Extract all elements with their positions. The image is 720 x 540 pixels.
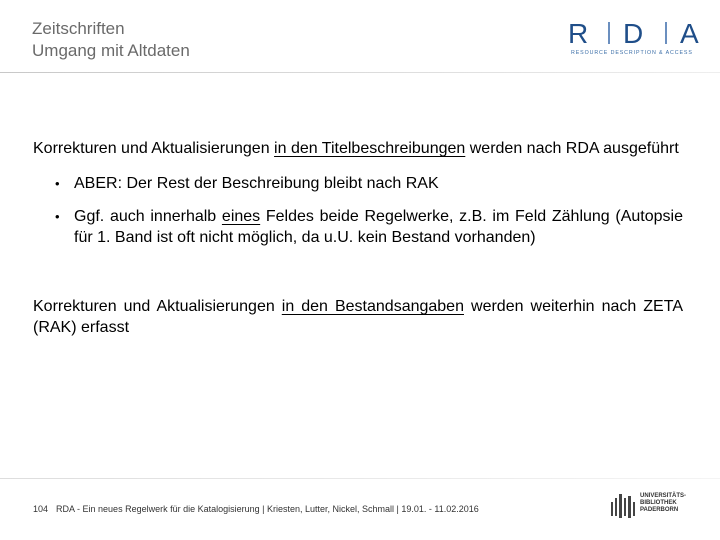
paragraph-2-text-a: Korrekturen und Aktualisierungen: [33, 298, 282, 315]
ub-line-3: PADERBORN: [640, 507, 679, 513]
rda-logo-letter-d: D: [623, 18, 644, 49]
ub-line-2: BIBLIOTHEK: [640, 500, 677, 506]
paragraph-1-text-a: Korrekturen und Aktualisierungen: [33, 140, 275, 157]
paragraph-bestandsangaben: [33, 296, 683, 338]
bullet-2-text-a: Ggf. auch innerhalb: [74, 208, 222, 225]
paragraph-titelbeschreibungen: [33, 138, 683, 159]
slide-title: [32, 18, 190, 62]
slide-title-line-1: Zeitschriften: [32, 19, 125, 38]
rda-logo-divider-1: [608, 22, 610, 44]
bullet-1-text: ABER: Der Rest der Beschreibung bleibt nach RAK: [74, 175, 439, 192]
slide-title-line-2: Umgang mit Altdaten: [32, 41, 190, 60]
paragraph-1-text-b: werden nach RDA ausgeführt: [465, 140, 679, 157]
rda-logo-divider-2: [665, 22, 667, 44]
bullet-item-aber: [33, 173, 683, 194]
footer-text: RDA - Ein neues Regelwerk für die Katalogisierung | Kriesten, Lutter, Nickel, Schmall | 19.01. - 11.02.2016: [56, 504, 479, 514]
rda-logo-letter-a: A: [680, 18, 699, 49]
footer: [33, 504, 479, 514]
slide-content: [33, 138, 683, 338]
bullet-2-underlined: eines: [221, 208, 261, 225]
ub-paderborn-wordmark: [640, 493, 686, 514]
bullet-2-text-b: Feldes beide Regelwerke, z.B. im Feld Zählung (Autopsie für 1. Band ist oft nicht möglich, da u.U. kein Bestand vorhanden): [74, 208, 684, 246]
ub-line-1: UNIVERSITÄTS-: [640, 493, 687, 499]
paragraph-1-underlined: in den Titelbeschreibungen: [274, 140, 466, 157]
paragraph-2-text-b: werden weiterhin nach ZETA (RAK) erfasst: [33, 298, 683, 336]
footer-divider: [0, 478, 720, 479]
bullet-dot-icon: •: [55, 176, 60, 191]
header-divider: [0, 72, 720, 73]
rda-logo-tagline: RESOURCE DESCRIPTION & ACCESS: [571, 50, 693, 56]
paragraph-2-underlined: in den Bestandsangaben: [281, 298, 464, 315]
bullet-dot-icon: •: [55, 209, 60, 224]
rda-logo-letter-r: R: [568, 18, 589, 49]
page-number: 104: [33, 504, 49, 514]
bullet-list: [33, 173, 683, 248]
bullet-item-ggf: [33, 206, 683, 248]
